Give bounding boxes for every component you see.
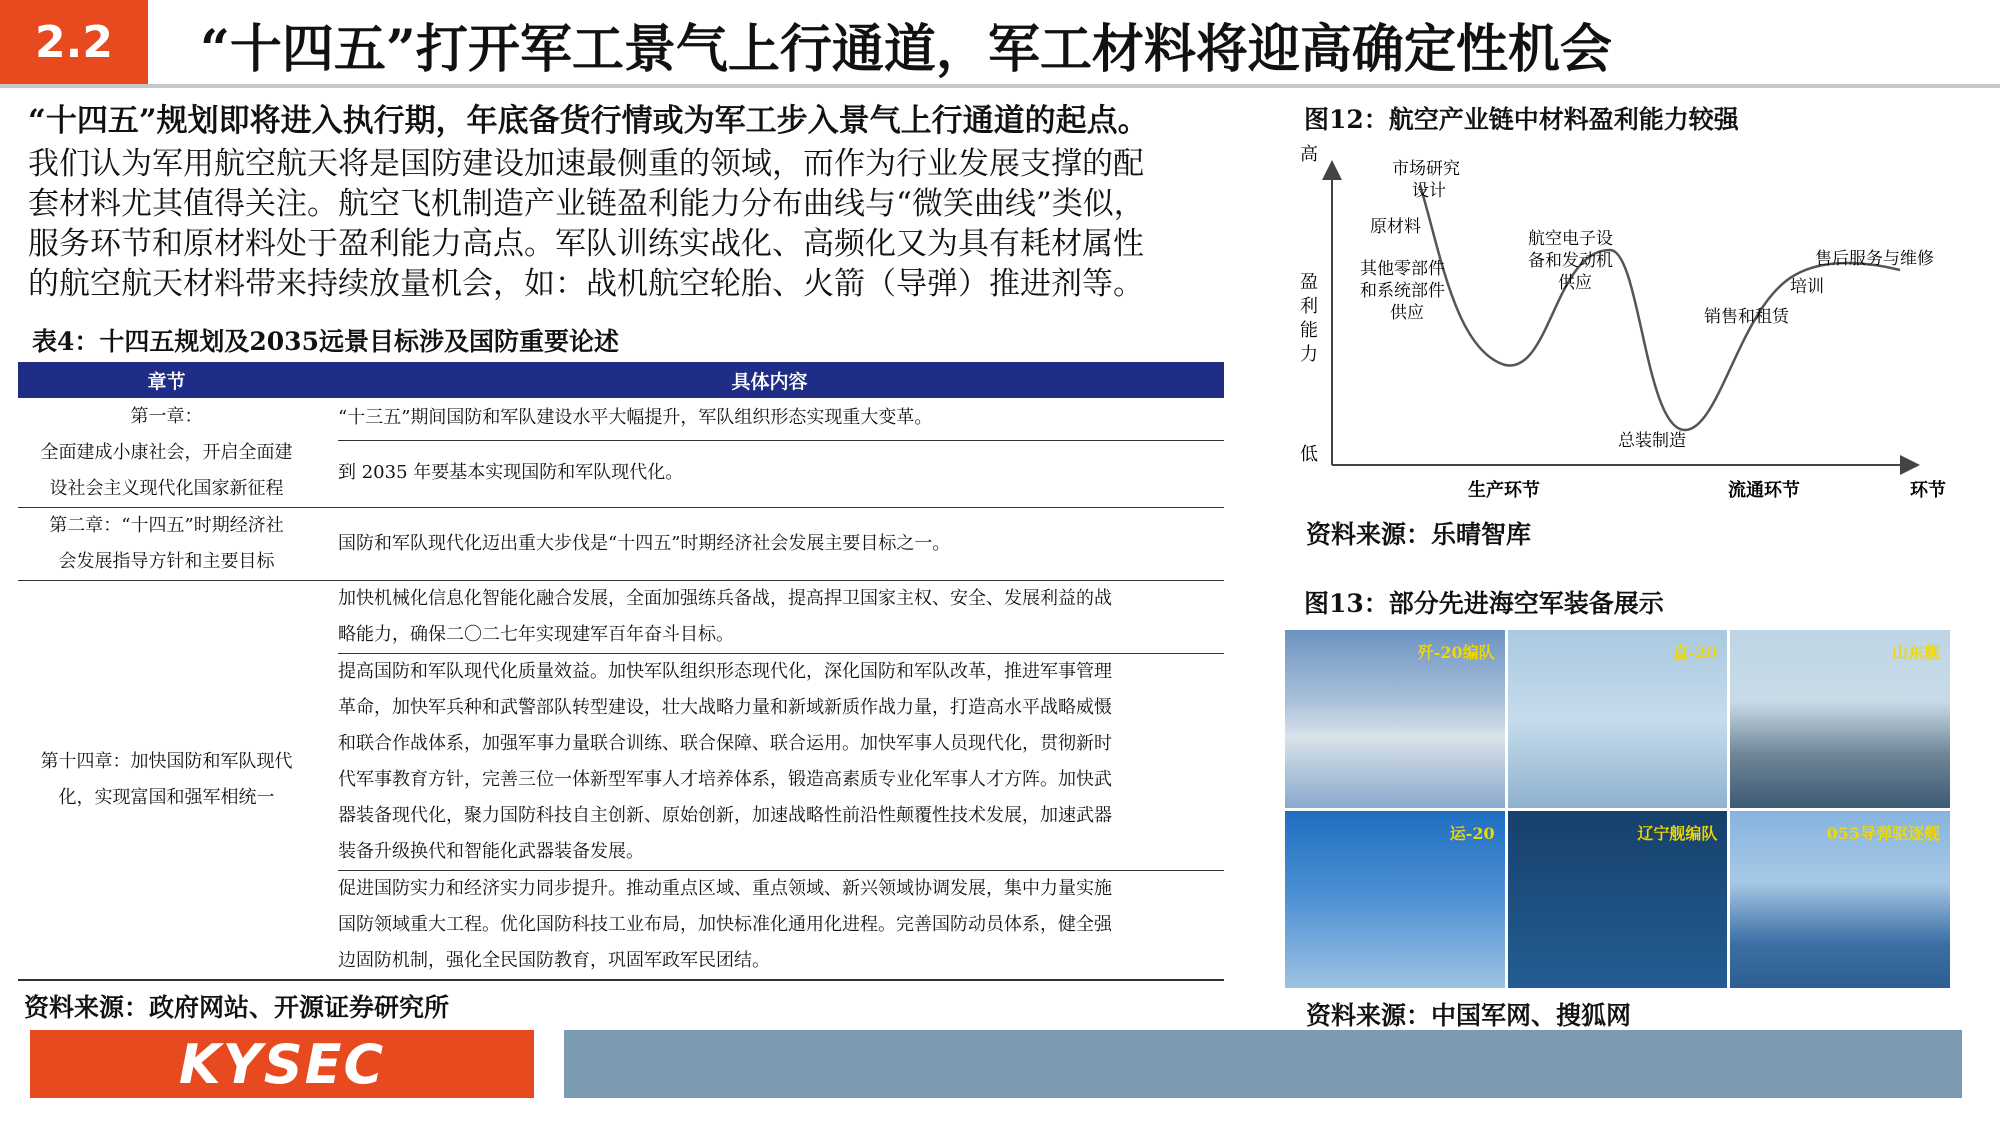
chapter-line: 第一章： (130, 405, 203, 427)
smile-curve (1420, 185, 1900, 430)
chapter-line: 第十四章：加快国防和军队现代 (40, 751, 293, 772)
image-j20-formation (1285, 630, 1505, 808)
content-line: 代军事教育方针，完善三位一体新型军事人才培养体系，锻造高素质专业化军事人才方阵。加快武 (338, 769, 1112, 790)
content-item (338, 398, 1224, 441)
tile-caption: 运-20 (1449, 823, 1495, 843)
chapter-line: 全面建成小康社会，开启全面建 (40, 441, 293, 463)
y-axis-char: 盈 (1300, 272, 1318, 293)
content-item (338, 654, 1224, 871)
point-label: 售后服务与维修 (1815, 249, 1934, 269)
tile-caption: 山东舰 (1891, 643, 1940, 662)
chapter-line: 第二章：“十四五”时期经济社 (49, 515, 284, 536)
content-line: 到 2035 年要基本实现国防和军队现代化。 (338, 462, 684, 483)
point-label: 供应 (1390, 303, 1424, 323)
chapter-cell (18, 581, 316, 979)
content-line: 器装备现代化，聚力国防科技自主创新、原始创新，加速战略性前沿性颠覆性技术发展，加速武器 (338, 805, 1112, 826)
logo-text: KYSEC (178, 1032, 386, 1096)
content-cell (316, 581, 1224, 979)
fig12-title: 图12：航空产业链中材料盈利能力较强 (1304, 105, 1739, 134)
paragraph-line: 套材料尤其值得关注。航空飞机制造产业链盈利能力分布曲线与“微笑曲线”类似， (28, 186, 1145, 222)
fig13-source: 资料来源：中国军网、搜狐网 (1306, 1001, 1632, 1030)
content-line: 边固防机制，强化全民国防教育，巩固军政军民团结。 (338, 950, 770, 971)
content-line: 加快机械化信息化智能化融合发展，全面加强练兵备战，提高捍卫国家主权、安全、发展利益的战 (338, 588, 1112, 609)
image-shandong (1730, 630, 1950, 808)
point-label: 供应 (1558, 273, 1592, 293)
point-label: 和系统部件 (1360, 281, 1445, 301)
chapter-line: 会发展指导方针和主要目标 (58, 551, 275, 572)
image-liaoning-fleet (1508, 811, 1728, 989)
content-line: 国防领域重大工程。优化国防科技工业布局，加快标准化通用化进程。完善国防动员体系，健全强 (338, 914, 1112, 935)
table-header (18, 362, 1224, 398)
table-row (18, 581, 1224, 979)
fig13-title: 图13：部分先进海空军装备展示 (1304, 589, 1664, 618)
content-item (338, 581, 1224, 654)
table-row (18, 508, 1224, 581)
chapter-line: 化，实现富国和强军相统一 (58, 787, 275, 808)
content-line: “十三五”期间国防和军队建设水平大幅提升，军队组织形态实现重大变革。 (338, 407, 933, 428)
section-number: 2.2 (0, 0, 148, 84)
content-line: 国防和军队现代化迈出重大步伐是“十四五”时期经济社会发展主要目标之一。 (338, 533, 951, 554)
content-cell (316, 508, 1224, 580)
y-low-label: 低 (1300, 444, 1318, 465)
tile-caption: 歼-20编队 (1417, 643, 1495, 662)
tile-caption: 055导弹驱逐舰 (1826, 823, 1940, 843)
header-chapter: 章节 (147, 370, 186, 393)
point-label: 其他零部件 (1360, 259, 1445, 279)
image-055-destroyer (1730, 811, 1950, 989)
table-title: 表4：十四五规划及2035远景目标涉及国防重要论述 (32, 327, 619, 356)
paragraph-line: 的航空航天材料带来持续放量机会，如：战机航空轮胎、火箭（导弹）推进剂等。 (28, 266, 1144, 302)
point-label: 备和发动机 (1528, 251, 1613, 271)
chapter-cell (18, 398, 316, 507)
body-paragraph (28, 144, 1278, 304)
y-axis-char: 能 (1300, 320, 1318, 341)
equipment-image-grid (1285, 630, 1950, 988)
content-item (338, 441, 1224, 507)
point-label: 培训 (1790, 277, 1824, 297)
footer-bar (564, 1030, 1962, 1098)
point-label: 设计 (1412, 181, 1446, 201)
x-label-end: 环节 (1910, 480, 1946, 501)
content-line: 革命，加快军兵种和武警部队转型建设，壮大战略力量和新域新质作战力量，打造高水平战略威慑 (338, 697, 1112, 718)
smile-curve-diagram (1290, 140, 1970, 510)
y-axis-char: 力 (1300, 344, 1318, 365)
content-line: 装备升级换代和智能化武器装备发展。 (338, 841, 644, 862)
table-row (18, 398, 1224, 508)
point-label: 总装制造 (1618, 431, 1686, 451)
source-left: 资料来源：政府网站、开源证券研究所 (24, 993, 450, 1022)
lead-sentence: “十四五”规划即将进入执行期，年底备货行情或为军工步入景气上行通道的起点。 (28, 103, 1149, 139)
chapter-line: 设社会主义现代化国家新征程 (49, 477, 284, 499)
tile-caption: 辽宁舰编队 (1637, 823, 1718, 843)
header-content: 具体内容 (731, 370, 808, 393)
content-line: 提高国防和军队现代化质量效益。加快军队组织形态现代化，深化国防和军队改革，推进军事管理 (338, 661, 1112, 682)
table-bottom-rule (18, 979, 1224, 981)
point-label: 航空电子设 (1528, 229, 1613, 249)
y-axis-char: 利 (1300, 296, 1318, 317)
fig12-source: 资料来源：乐晴智库 (1306, 520, 1532, 549)
point-label: 市场研究 (1392, 159, 1460, 179)
content-line: 和联合作战体系，加强军事力量联合训练、联合保障、联合运用。加快军事人员现代化，贯彻新时 (338, 733, 1112, 754)
content-line: 略能力，确保二〇二七年实现建军百年奋斗目标。 (338, 624, 734, 645)
image-y20 (1285, 811, 1505, 989)
image-z20 (1508, 630, 1728, 808)
page-title: “十四五”打开军工景气上行通道，军工材料将迎高确定性机会 (200, 18, 1612, 80)
x-label-production: 生产环节 (1468, 480, 1540, 501)
content-item (338, 871, 1224, 979)
content-cell (316, 398, 1224, 507)
title-divider (0, 84, 2000, 88)
tile-caption: 直-20 (1672, 643, 1718, 662)
kysec-logo (30, 1030, 534, 1098)
x-label-circulation: 流通环节 (1728, 480, 1800, 501)
content-line: 促进国防实力和经济实力同步提升。推动重点区域、重点领域、新兴领域协调发展，集中力量实施 (338, 878, 1112, 899)
point-label: 原材料 (1370, 217, 1421, 237)
y-high-label: 高 (1300, 144, 1318, 165)
paragraph-line: 服务环节和原材料处于盈利能力高点。军队训练实战化、高频化又为具有耗材属性 (28, 226, 1144, 262)
chapter-cell (18, 508, 316, 580)
point-label: 销售和租赁 (1704, 307, 1789, 327)
policy-table (18, 362, 1224, 981)
paragraph-line: 我们认为军用航空航天将是国防建设加速最侧重的领域，而作为行业发展支撑的配 (28, 146, 1144, 182)
